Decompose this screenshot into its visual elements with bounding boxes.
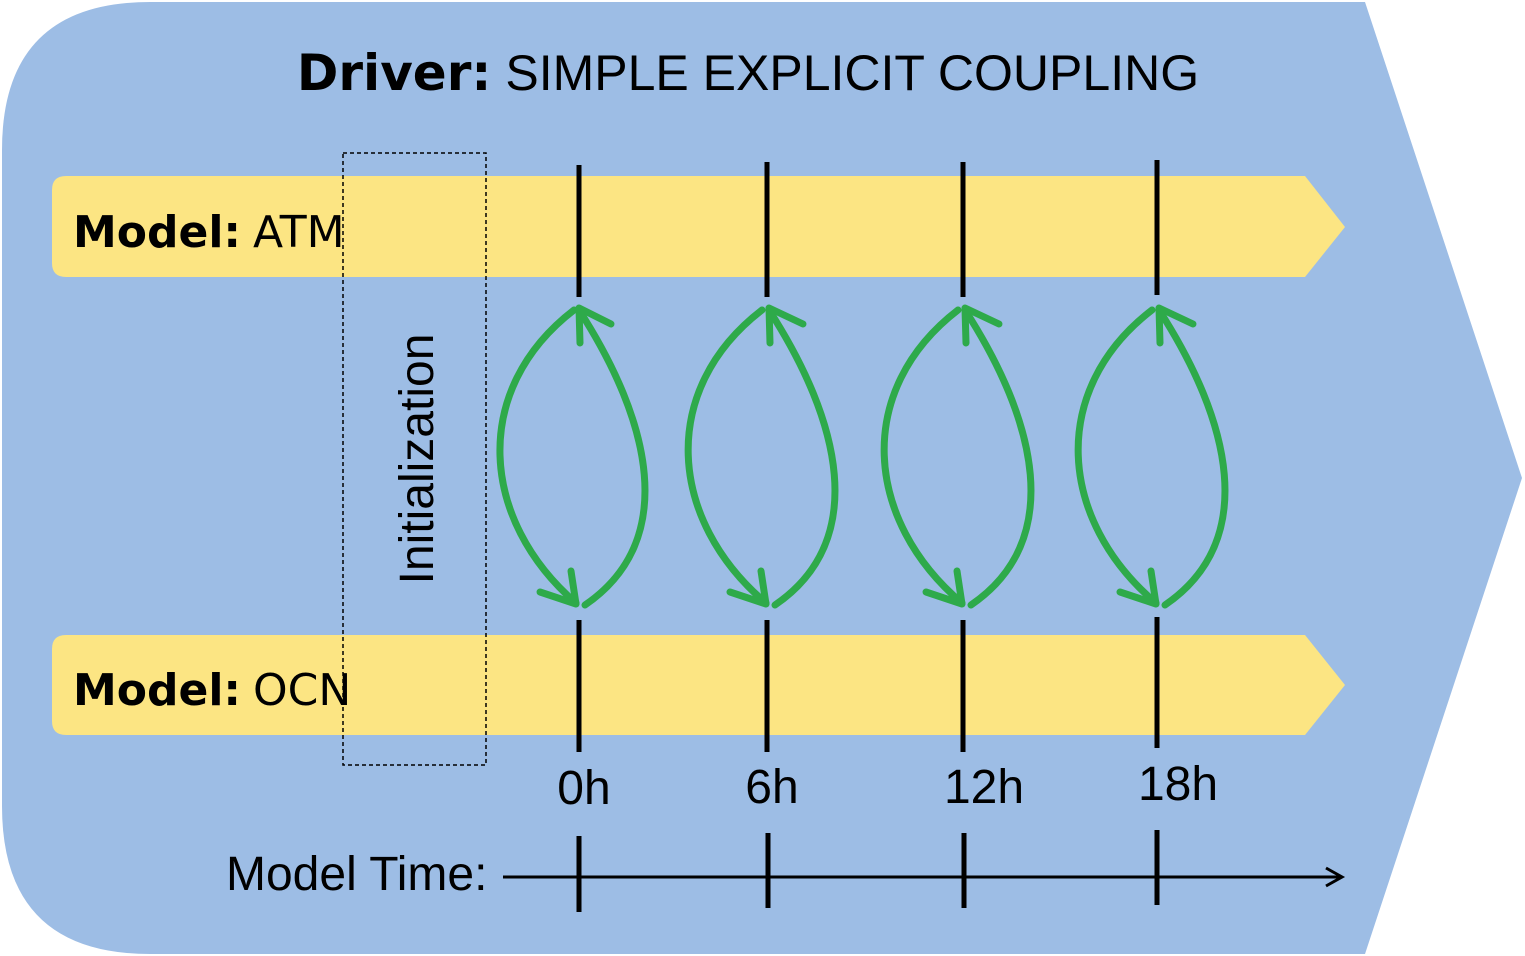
timeline-label: Model Time: [226, 848, 488, 901]
model-label-ocn [73, 665, 351, 716]
driver-title-bold: Driver: [296, 44, 492, 102]
model-atm-prefix: Model: [73, 207, 242, 258]
model-band-atm [52, 176, 1345, 277]
timestep-label-0h: 0h [557, 762, 611, 815]
initialization-label: Initialization [391, 333, 444, 585]
model-label-atm [73, 207, 345, 258]
model-atm-name: ATM [253, 207, 345, 258]
driver-title [297, 44, 1199, 102]
timestep-label-18h: 18h [1137, 758, 1219, 811]
driver-title-rest: SIMPLE EXPLICIT COUPLING [505, 45, 1200, 101]
timestep-label-12h: 12h [943, 761, 1025, 814]
model-ocn-name: OCN [253, 665, 352, 716]
model-ocn-prefix: Model: [73, 665, 242, 716]
model-band-ocn [52, 635, 1345, 735]
timestep-label-6h: 6h [745, 761, 799, 814]
